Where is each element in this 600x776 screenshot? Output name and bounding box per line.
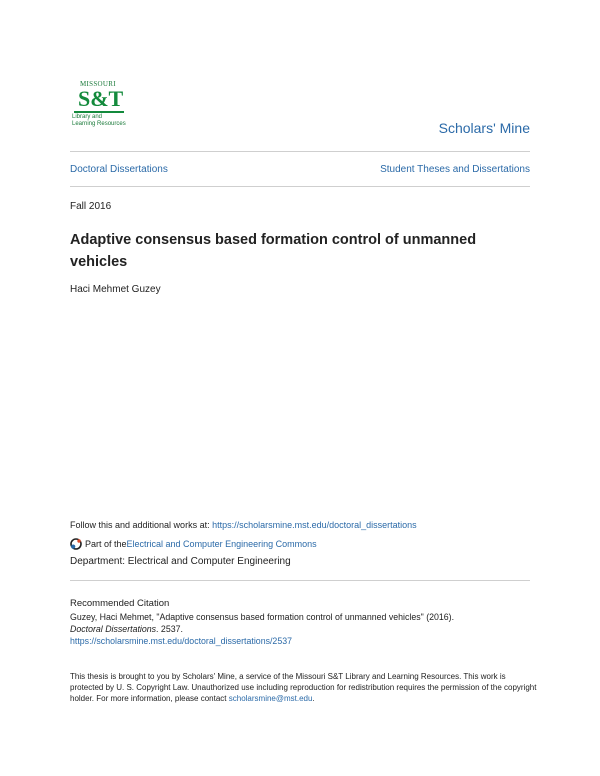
footer-end: .: [312, 694, 315, 703]
part-of-line: [70, 538, 317, 550]
citation-heading: Recommended Citation: [70, 598, 170, 609]
page-title: Adaptive consensus based formation control of unmanned vehicles: [70, 232, 477, 270]
student-theses-link[interactable]: Student Theses and Dissertations: [380, 164, 530, 175]
scholars-mine-link[interactable]: Scholars' Mine: [438, 120, 530, 136]
collection-link[interactable]: https://scholarsmine.mst.edu/doctoral_dissertations: [212, 520, 417, 530]
divider-nav: [70, 186, 530, 187]
footer-text: This thesis is brought to you by Scholars' Mine, a service of the Missouri S&T Library and Learning Resources. This work is protected by U. S. Copyright Law. Unauthorized use including reproduction for redistribution requires the permission of the copyright holder. For more information, please contact: [70, 672, 537, 703]
logo-line2: S&T: [78, 86, 124, 111]
doctoral-dissertations-link[interactable]: Doctoral Dissertations: [70, 164, 168, 175]
missouri-st-logo[interactable]: [70, 80, 128, 128]
citation-body: [70, 611, 540, 647]
department: Department: Electrical and Computer Engineering: [70, 556, 291, 567]
partof-prefix: Part of the: [85, 539, 127, 549]
citation-journal: Doctoral Dissertations: [70, 624, 157, 634]
logo-line3a: Library and: [72, 114, 103, 120]
contact-email-link[interactable]: scholarsmine@mst.edu: [228, 694, 313, 703]
follow-line: [70, 520, 417, 530]
citation-number: . 2537.: [156, 624, 183, 634]
logo-line1: MISSOURI: [80, 80, 116, 88]
footer-notice: [70, 671, 540, 704]
citation-url[interactable]: https://scholarsmine.mst.edu/doctoral_dissertations/2537: [70, 636, 292, 646]
logo-line3b: Learning Resources: [72, 121, 126, 127]
divider-citation: [70, 580, 530, 581]
commons-icon: [70, 538, 82, 550]
author-name: Haci Mehmet Guzey: [70, 284, 161, 295]
follow-prefix: Follow this and additional works at:: [70, 520, 213, 530]
divider-top: [70, 151, 530, 152]
logo-divider: [74, 111, 124, 113]
publication-date: Fall 2016: [70, 201, 112, 212]
citation-line1: Guzey, Haci Mehmet, "Adaptive consensus based formation control of unmanned vehicles" (2016).: [70, 612, 455, 622]
commons-link[interactable]: Electrical and Computer Engineering Commons: [126, 539, 317, 549]
citation-line2: [70, 623, 540, 635]
